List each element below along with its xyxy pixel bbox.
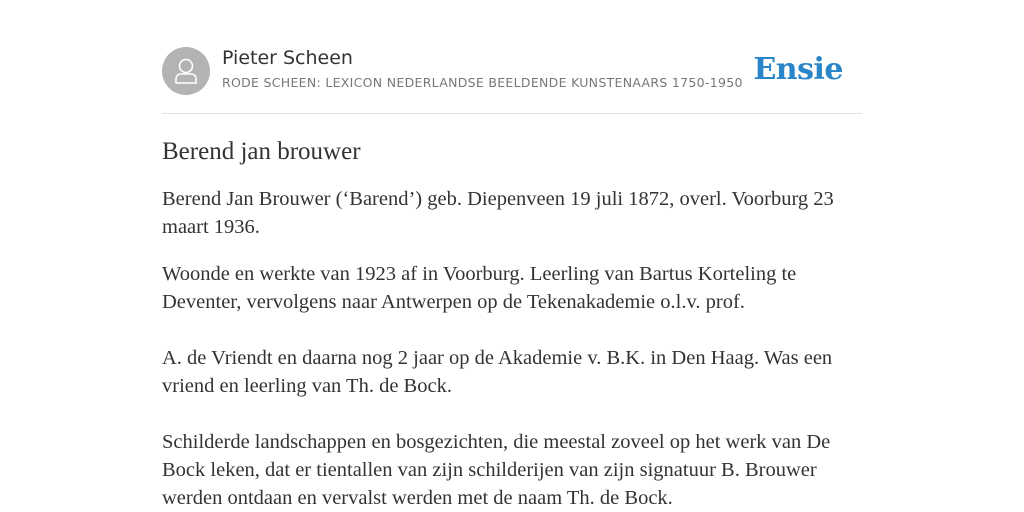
- article-paragraph: Woonde en werkte van 1923 af in Voorburg. Leerling van Bartus Korteling te Deventer, vervolgens naar Antwerpen op de Tekenakademie o.l.v. prof.: [162, 263, 797, 313]
- article-title: Berend jan brouwer: [162, 138, 361, 165]
- author-name[interactable]: Pieter Scheen: [222, 47, 353, 69]
- article-paragraph: A. de Vriendt en daarna nog 2 jaar op de Akademie v. B.K. in Den Haag. Was een vriend en leerling van Th. de Bock.: [162, 347, 833, 397]
- article-paragraph: Berend Jan Brouwer (‘Barend’) geb. Diepenveen 19 juli 1872, overl. Voorburg 23 maart 1936.: [162, 188, 834, 238]
- ensie-logo[interactable]: Ensie: [753, 52, 843, 87]
- header-divider: [162, 113, 862, 114]
- author-avatar[interactable]: [162, 47, 210, 95]
- article-paragraph: Schilderde landschappen en bosgezichten, die meestal zoveel op het werk van De Bock leken, dat er tientallen van zijn schilderijen van zijn signatuur B. Brouwer werden ontdaan en vervalst werden met de naam Th. de Bock.: [162, 431, 831, 509]
- article-body: [162, 136, 862, 512]
- user-icon: [162, 47, 210, 95]
- source-label[interactable]: RODE SCHEEN: LEXICON NEDERLANDSE BEELDENDE KUNSTENAARS 1750-1950: [222, 75, 743, 90]
- article-header: [162, 47, 862, 95]
